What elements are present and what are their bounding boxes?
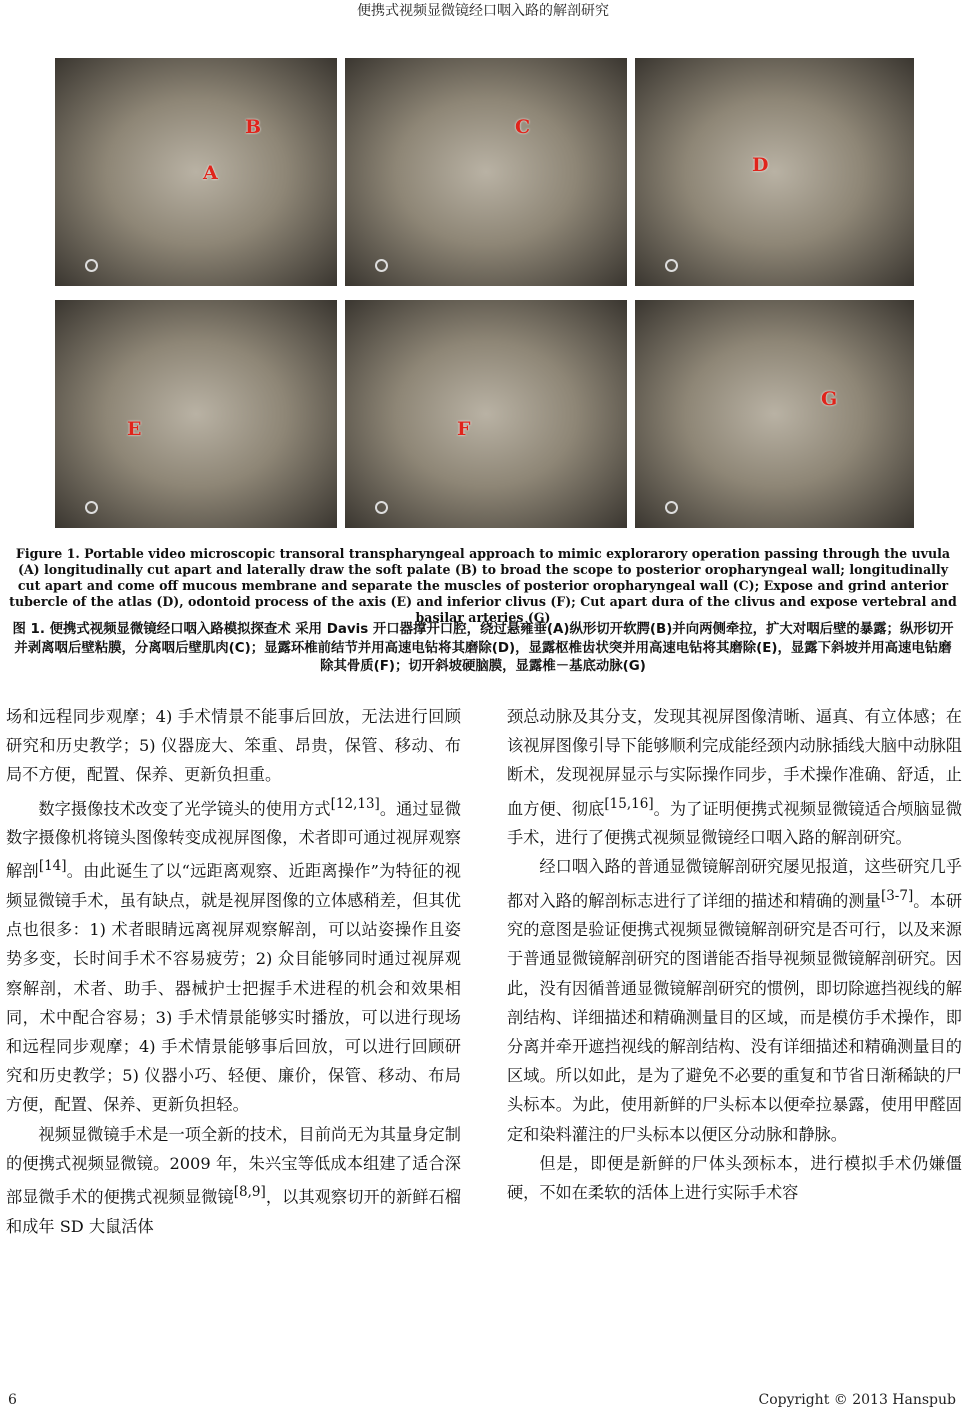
citation: [12,13]: [330, 795, 380, 812]
paragraph: [507, 852, 962, 1148]
text-run: 数字摄像技术改变了光学镜头的使用方式: [38, 799, 331, 818]
figure-panel-3: [635, 58, 914, 286]
text-run: 经口咽入路的普通显微镜解剖研究屡见报道，这些研究几乎都对入路的解剖标志进行了详细的描述和精确的测量: [507, 857, 962, 910]
panel-label: C: [515, 116, 531, 138]
copyright-notice: Copyright © 2013 Hanspub: [758, 1392, 956, 1408]
right-text-column: [507, 702, 962, 1207]
text-run: 。由此诞生了以“远距离观察、近距离操作”为特征的视频显微镜手术，虽有缺点，就是视屏图像的立体感稍差，但其优点也很多：1) 术者眼睛远离视屏观察解剖，可以站姿操作且姿势多变，长时间手术不容易疲劳；2) 众目能够同时通过视屏观察解剖，术者、助手、器械护士把握手术进程的机会和效果相同，术中配合容易；3) 手术情景能够实时播放，可以进行现场和远程同步观摩；4) 手术情景能够事后回放，可以进行回顾研究和历史教学；5) 仪器小巧、轻便、廉价，保管、移动、布局方便，配置、保养、更新负担轻。: [6, 861, 461, 1115]
left-text-column: [6, 702, 461, 1241]
text-run: 。通过显微数字摄像机将镜头图像转变成视屏图像，术者即可通过视屏观察解剖: [6, 799, 462, 881]
citation: [15,16]: [604, 795, 654, 812]
page-number: 6: [8, 1392, 17, 1408]
text-run: 。本研究的意图是验证便携式视频显微镜解剖研究是否可行，以及来源于普通显微镜解剖研究的图谱能否指导视频显微镜解剖研究。因此，没有因循普通显微镜解剖研究的惯例，即切除遮挡视线的解剖结构、详细描述和精确测量目的区域，而是模仿手术操作，即分离并牵开遮挡视线的解剖结构、没有详细描述和精确测量目的区域。所以如此，是为了避免不必要的重复和节省日渐稀缺的尸头标本。为此，使用新鲜的尸头标本以便牵拉暴露，使用甲醛固定和染料灌注的尸头标本以便区分动脉和静脉。: [507, 891, 963, 1144]
citation: [3-7]: [880, 887, 914, 904]
citation: [8,9]: [233, 1184, 266, 1201]
scope-indicator-icon: [665, 259, 678, 272]
scope-indicator-icon: [85, 501, 98, 514]
scope-indicator-icon: [375, 259, 388, 272]
paragraph: 但是，即便是新鲜的尸体头颈标本，进行模拟手术仍嫌僵硬，不如在柔软的活体上进行实际手术容: [507, 1153, 962, 1203]
figure-panel-6: [635, 300, 914, 528]
figure-panel-1: [55, 58, 337, 286]
text-run: ，以其观察切开的新鲜石榴和成年 SD 大鼠活体: [6, 1187, 462, 1236]
running-header: 便携式视频显微镜经口咽入路的解剖研究: [357, 3, 609, 19]
paragraph: [6, 790, 461, 1120]
citation: [14]: [38, 858, 67, 875]
panel-label: F: [457, 418, 471, 440]
figure-panel-2: [345, 58, 627, 286]
panel-label: B: [245, 116, 262, 138]
panel-label: D: [752, 154, 769, 176]
paragraph: [6, 1120, 461, 1241]
figure-caption-english: Figure 1. Portable video microscopic transoral transpharyngeal approach to mimic explorarory operation passing through the uvula (A) longitudinally cut apart and laterally draw the soft palate (B) to broad the scope to posterior oropharyngeal wall; longitudinally cut apart and come off mucous membrane and separate the muscles of posterior oropharyngeal wall (C); Expose and grind anterior tubercle of the atlas (D), odontoid process of the axis (E) and inferior clivus (F); Cut apart dura of the clivus and expose vertebral and basilar arteries (G): [9, 546, 957, 625]
panel-label: A: [203, 162, 218, 184]
paragraph: 场和远程同步观摩；4) 手术情景不能事后回放，无法进行回顾研究和历史教学；5) 仪器庞大、笨重、昂贵，保管、移动、布局不方便，配置、保养、更新负担重。: [6, 707, 461, 785]
figure-panel-5: [345, 300, 627, 528]
scope-indicator-icon: [665, 501, 678, 514]
text-run: 颈总动脉及其分支，发现其视屏图像清晰、逼真、有立体感；在该视屏图像引导下能够顺利完成能经颈内动脉插线大脑中动脉阻断术，发现视屏显示与实际操作同步，手术操作准确、舒适，止血方便、彻底: [507, 707, 962, 818]
panel-label: E: [127, 418, 142, 440]
text-run: 视频显微镜手术是一项全新的技术，目前尚无为其量身定制的便携式视频显微镜。2009 年，朱兴宝等低成本组建了适合深部显微手术的便携式视频显微镜: [6, 1124, 461, 1207]
figure-caption-chinese: 图 1. 便携式视频显微镜经口咽入路模拟探查术 采用 Davis 开口器撑开口腔，绕过悬雍垂(A)纵形切开软腭(B)并向两侧牵拉，扩大对咽后壁的暴露；纵形切开并剥离咽后壁粘膜，分离咽后壁肌肉(C)；显露环椎前结节并用高速电钻将其磨除(D)，显露枢椎齿状突并用高速电钻将其磨除(E)，显露下斜坡并用高速电钻磨除其骨质(F)；切开斜坡硬脑膜，显露椎－基底动脉(G): [12, 622, 954, 674]
figure-panel-4: [55, 300, 337, 528]
text-run: 。为了证明便携式视频显微镜适合颅脑显微手术，进行了便携式视频显微镜经口咽入路的解剖研究。: [507, 799, 963, 848]
paragraph: [507, 702, 962, 852]
scope-indicator-icon: [375, 501, 388, 514]
scope-indicator-icon: [85, 259, 98, 272]
panel-label: G: [821, 388, 838, 410]
